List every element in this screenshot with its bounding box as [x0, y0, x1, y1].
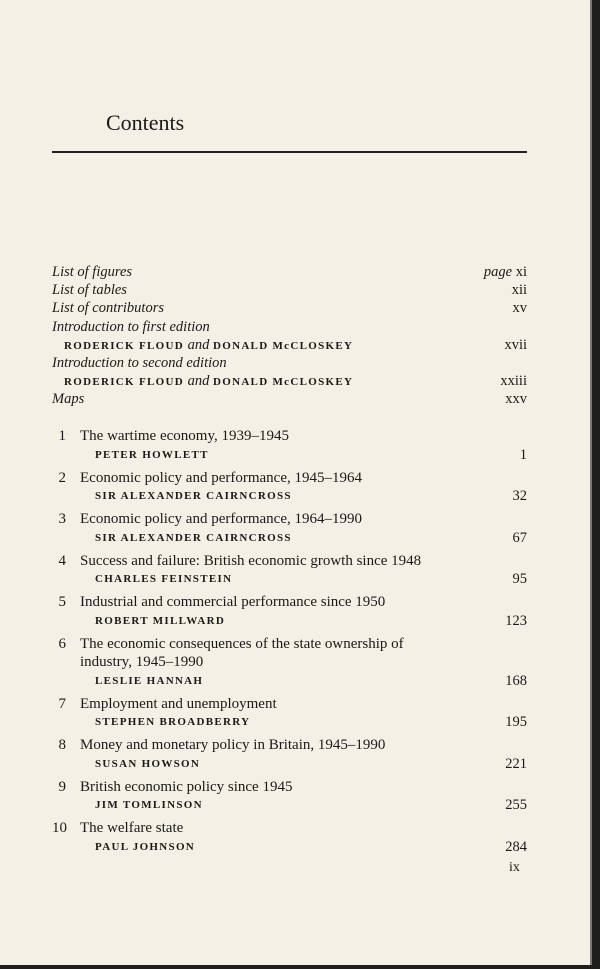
chapter-page: 255: [505, 797, 527, 813]
front-matter-list: [52, 263, 527, 409]
entry-authors: [64, 336, 353, 354]
chapter-number: 10: [52, 820, 67, 836]
chapter-number: 7: [58, 695, 66, 712]
chapter-number: 5: [58, 594, 66, 610]
chapter-entry: [52, 736, 527, 773]
entry-page: [512, 281, 527, 299]
page-title: Contents: [106, 110, 185, 135]
chapter-title-line: [52, 736, 527, 755]
chapter-page: 1: [519, 446, 527, 463]
entry-label: List of tables: [52, 282, 127, 299]
entry-page: [513, 299, 528, 317]
chapter-entry: [52, 510, 527, 547]
front-matter-entry: [52, 281, 527, 299]
chapter-page: 32: [512, 488, 527, 504]
chapter-entry: [52, 819, 527, 856]
chapter-author-line: [52, 796, 527, 814]
chapter-page: 95: [512, 571, 527, 587]
front-matter-entry: [52, 263, 527, 281]
front-matter-entry: [52, 318, 527, 336]
chapter-title: The economic consequences of the state ownership of: [80, 635, 404, 652]
chapter-entry: [52, 469, 527, 506]
entry-author-line: [52, 372, 527, 390]
chapter-list: [52, 427, 527, 861]
chapter-author-line: [52, 755, 527, 773]
page-value: xi: [515, 264, 527, 280]
chapter-number: 1: [58, 428, 66, 444]
author-name: DONALD McCLOSKEY: [212, 339, 354, 352]
page-number: ix: [509, 860, 520, 875]
title-rule: [52, 151, 527, 153]
chapter-title: The wartime economy, 1939–1945: [80, 428, 289, 444]
chapter-author-line: [52, 487, 527, 505]
chapter-title-line: [52, 510, 527, 529]
chapter-author: JIM TOMLINSON: [95, 799, 203, 811]
chapter-page: 284: [505, 838, 527, 855]
chapter-title: Money and monetary policy in Britain, 1945–1990: [80, 737, 386, 753]
chapter-page: 195: [505, 714, 527, 730]
chapter-author-line: [52, 612, 527, 630]
entry-author-line: [52, 336, 527, 354]
chapter-title: Employment and unemployment: [80, 695, 277, 712]
chapter-title: Success and failure: British economic growth since 1948: [80, 552, 422, 569]
author-conjunction: and: [187, 336, 210, 353]
chapter-author: SIR ALEXANDER CAIRNCROSS: [95, 490, 292, 502]
chapter-author-line: [52, 446, 527, 464]
chapter-title: The welfare state: [80, 820, 184, 836]
chapter-author: STEPHEN BROADBERRY: [95, 716, 251, 728]
chapter-title-line: [52, 695, 527, 714]
page-value: xii: [511, 282, 527, 299]
chapter-author-line: [52, 529, 527, 547]
front-matter-entry: [52, 299, 527, 317]
chapter-author-line: [52, 672, 527, 690]
chapter-author: SIR ALEXANDER CAIRNCROSS: [95, 531, 292, 544]
entry-label: List of contributors: [52, 300, 164, 317]
entry-authors: [64, 372, 353, 390]
chapter-number: 4: [58, 552, 66, 569]
chapter-page: 221: [505, 755, 527, 772]
chapter-entry: [52, 778, 527, 815]
chapter-page: 67: [512, 529, 527, 546]
chapter-title: industry, 1945–1990: [80, 654, 204, 670]
entry-label: Introduction to first edition: [52, 318, 210, 335]
chapter-title: Economic policy and performance, 1945–1964: [80, 469, 362, 486]
chapter-author: SUSAN HOWSON: [95, 757, 201, 770]
chapter-entry: [52, 552, 527, 589]
chapter-author-line: [52, 838, 527, 856]
author-name: RODERICK FLOUD: [64, 339, 184, 352]
chapter-title-line: [52, 653, 527, 672]
chapter-title: Economic policy and performance, 1964–1990: [80, 511, 362, 527]
chapter-entry: [52, 695, 527, 732]
chapter-entry: [52, 593, 527, 630]
chapter-title-line: [52, 778, 527, 797]
chapter-author: PAUL JOHNSON: [95, 840, 196, 853]
chapter-author: ROBERT MILLWARD: [95, 614, 226, 627]
author-conjunction: and: [187, 373, 210, 390]
page-value: xxv: [505, 391, 527, 408]
chapter-number: 6: [58, 635, 66, 652]
chapter-author-line: [52, 570, 527, 588]
entry-label: Maps: [52, 391, 85, 408]
chapter-number: [52, 653, 66, 672]
entry-page: [505, 390, 527, 408]
chapter-number: 2: [58, 469, 66, 486]
entry-page: xvii: [504, 336, 527, 353]
entry-label: List of figures: [52, 264, 133, 280]
chapter-page: 168: [505, 672, 527, 689]
front-matter-entry: [52, 354, 527, 372]
chapter-author: LESLIE HANNAH: [95, 674, 204, 687]
front-matter-entry: [52, 390, 527, 408]
chapter-author-line: [52, 713, 527, 731]
chapter-title-line: [52, 427, 527, 446]
chapter-author: PETER HOWLETT: [95, 448, 209, 461]
chapter-number: 8: [58, 737, 66, 753]
entry-label: Introduction to second edition: [52, 354, 227, 371]
chapter-title: British economic policy since 1945: [80, 778, 293, 795]
author-name: RODERICK FLOUD: [64, 376, 184, 389]
chapter-title-line: [52, 469, 527, 488]
chapter-title-line: [52, 593, 527, 612]
chapter-entry: [52, 635, 527, 690]
chapter-entry: [52, 427, 527, 464]
chapter-page: 123: [505, 612, 527, 629]
chapter-number: 9: [58, 778, 66, 795]
chapter-author: CHARLES FEINSTEIN: [95, 573, 233, 585]
entry-page: [484, 263, 527, 281]
chapter-title-line: [52, 819, 527, 838]
chapter-number: 3: [58, 511, 66, 527]
chapter-title-line: [52, 635, 527, 654]
chapter-title: Industrial and commercial performance since 1950: [80, 594, 386, 610]
page-value: xv: [512, 300, 527, 317]
page-prefix: page: [483, 264, 513, 280]
chapter-title-line: [52, 552, 527, 571]
author-name: DONALD McCLOSKEY: [212, 376, 354, 389]
entry-page: xxiii: [500, 373, 527, 390]
